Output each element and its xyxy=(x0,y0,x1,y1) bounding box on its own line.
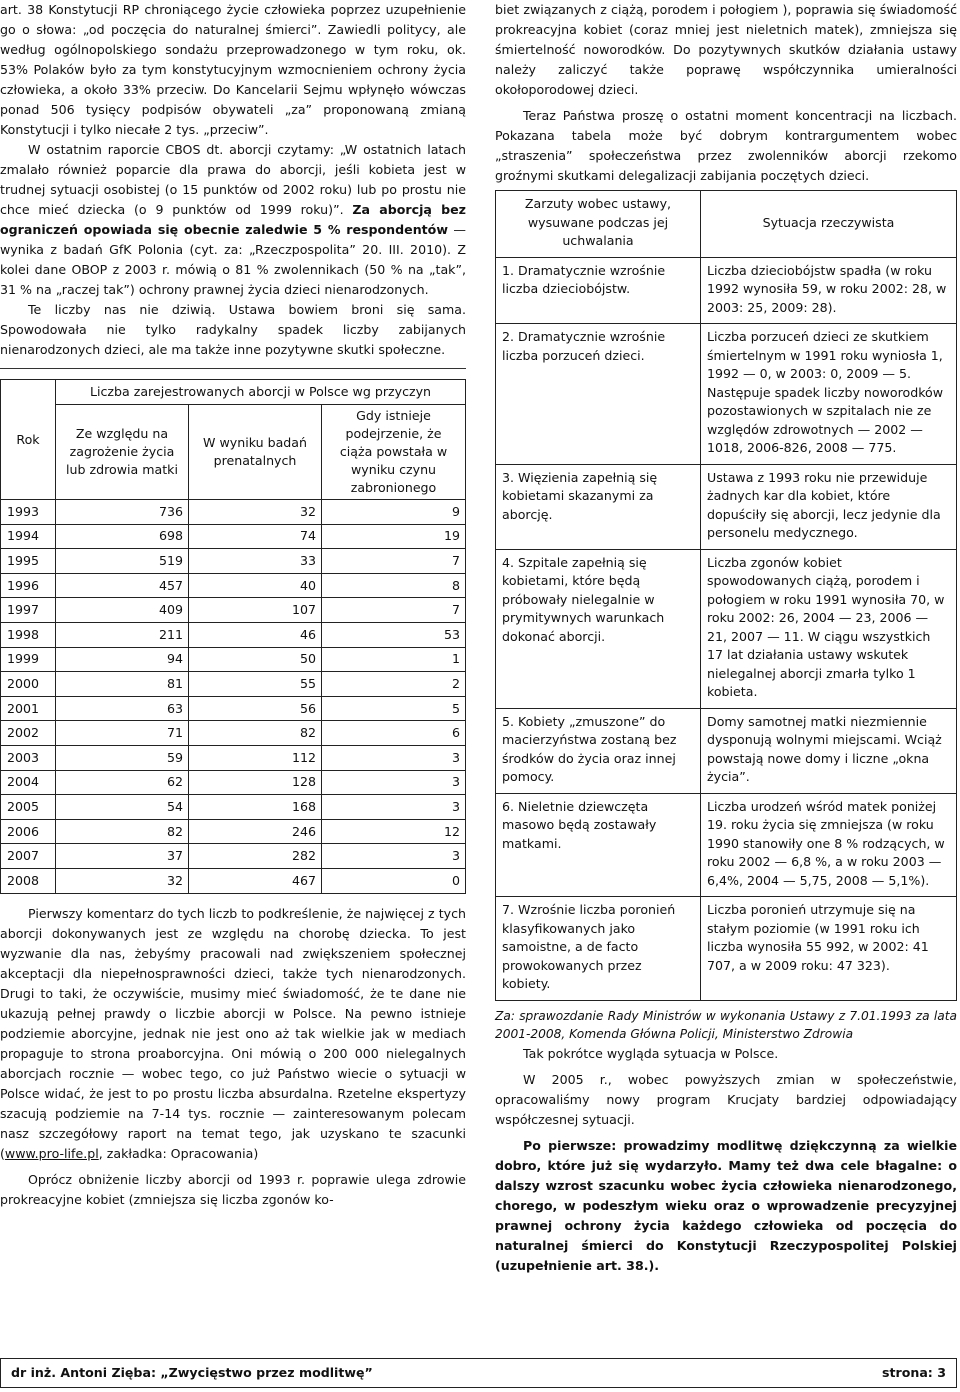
claim-cell: 2. Dramatycznie wzrośnie liczba porzuceń dzieci. xyxy=(496,324,701,465)
year-cell: 1994 xyxy=(1,524,56,549)
claim-cell: 1. Dramatycznie wzrośnie liczba dzieciobójstw. xyxy=(496,257,701,324)
health-count-cell: 81 xyxy=(56,672,189,697)
gfk-highlight: Za aborcją bez ograniczeń opowiada się obecnie zaledwie 5 % respondentów xyxy=(0,202,466,237)
reality-cell: Domy samotnej matki niezmiennie dysponują wolnymi miejscami. Wciąż powstają nowe domy i liczne „okna życia”. xyxy=(701,708,957,793)
left-paragraph-5: Oprócz obniżenie liczby aborcji od 1993 r. poprawie ulega zdrowie prokreacyjne kobiet (zmniejsza się liczba zgonów ko- xyxy=(0,1171,466,1207)
health-count-cell: 94 xyxy=(56,647,189,672)
crime-count-cell: 1 xyxy=(322,647,466,672)
crime-count-cell: 3 xyxy=(322,844,466,869)
health-count-cell: 409 xyxy=(56,598,189,623)
crime-count-cell: 3 xyxy=(322,795,466,820)
reality-cell: Liczba porzuceń dzieci ze skutkiem śmiertelnym w 1991 roku wyniosła 1, 1992 — 0, w 2003: 0, 2009 — 5. Następuje spadek liczby noworodków pozostawionych w szpitalach nie ze względów zdrowotnych — 2002 — 1018, 2006-826, 2008 — 775. xyxy=(701,324,957,465)
crime-count-cell: 0 xyxy=(322,868,466,893)
health-count-cell: 37 xyxy=(56,844,189,869)
year-cell: 1996 xyxy=(1,573,56,598)
table-row xyxy=(1,647,466,672)
page-number: strona: 3 xyxy=(881,1365,946,1380)
crime-count-cell: 9 xyxy=(322,500,466,525)
right-paragraph-4: W 2005 r., wobec powyższych zmian w społeczeństwie, opracowaliśmy nowy program Krucjaty bardziej odpowiadający współczesnej sytuacji. xyxy=(495,1071,957,1127)
table-row xyxy=(1,721,466,746)
crime-count-cell: 53 xyxy=(322,622,466,647)
left-paragraph-4 xyxy=(0,904,466,1164)
table-row xyxy=(1,868,466,893)
prenatal-count-cell: 55 xyxy=(189,672,322,697)
year-cell: 2003 xyxy=(1,745,56,770)
health-count-cell: 519 xyxy=(56,549,189,574)
left-paragraph-2 xyxy=(0,140,466,300)
health-count-cell: 82 xyxy=(56,819,189,844)
year-cell: 2001 xyxy=(1,696,56,721)
table-row xyxy=(496,708,957,793)
col-header-claims: Zarzuty wobec ustawy, wysuwane podczas jej uchwalania xyxy=(496,191,701,258)
comment-tail: , zakładka: Opracowania) xyxy=(98,1145,259,1161)
prenatal-count-cell: 246 xyxy=(189,819,322,844)
health-count-cell: 698 xyxy=(56,524,189,549)
prenatal-count-cell: 32 xyxy=(189,500,322,525)
table-row xyxy=(1,745,466,770)
year-cell: 2002 xyxy=(1,721,56,746)
prenatal-count-cell: 33 xyxy=(189,549,322,574)
divider xyxy=(0,368,466,369)
table-row xyxy=(496,324,957,465)
table-row xyxy=(1,696,466,721)
crime-count-cell: 19 xyxy=(322,524,466,549)
year-cell: 1999 xyxy=(1,647,56,672)
health-count-cell: 59 xyxy=(56,745,189,770)
col-header-health: Ze względu na zagrożenie życia lub zdrowia matki xyxy=(56,405,189,500)
prenatal-count-cell: 128 xyxy=(189,770,322,795)
crime-count-cell: 7 xyxy=(322,549,466,574)
reality-cell: Liczba poronień utrzymuje się na stałym poziomie (w 1991 roku ich liczba wynosiła 55 992, w 2002: 41 707, a w 2009 roku: 47 323). xyxy=(701,897,957,1001)
table-row xyxy=(1,770,466,795)
health-count-cell: 211 xyxy=(56,622,189,647)
gfk-source: — wynika z badań GfK Polonia (cyt. za: „Rzeczpospolita” 20. III. 2010). Z kolei dane OBOP z 2003 r. mówią o 81 % zwolennikach (50 % na „tak”, 31 % na „raczej tak”) ochrony prawnej życia dzieci nienarodzonych. xyxy=(0,222,466,297)
health-count-cell: 32 xyxy=(56,868,189,893)
year-cell: 2006 xyxy=(1,819,56,844)
table-row xyxy=(496,549,957,708)
crime-count-cell: 6 xyxy=(322,721,466,746)
comment-text: Pierwszy komentarz do tych liczb to podkreślenie, że najwięcej z tych aborcji dokonywanych jest ze względu na chorobę dziecka. To jest wyzwanie dla nas, żebyśmy pracowali nad zwiększeniem społecznej akceptacji dla niepełnosprawności dzieci, także tych nienarodzonych. Drugi to taki, że oczywiście, musimy mieć świadomość, że te dane nie ukazują pełnej prawdy o liczbie aborcji w Polsce. Na pewno istnieje podziemie aborcyjne, jednak nie jest ono aż tak wielkie jak w mediach propaguje to strona proaborcyjna. Oni mówią o 200 000 nielegalnych aborcjach rocznie — wobec tego, co już Państwo wiecie o sytuacji w Polsce widać, że jest to po prostu liczba absurdalna. Rzetelne ekspertyzy szacują podziemie na 7-14 tys. rocznie — zainteresowanym polecam nasz szczegółowy raport na temat tego, jak uzyskano te szacunki ( xyxy=(0,905,466,1161)
left-column xyxy=(0,0,466,1210)
table-row xyxy=(1,819,466,844)
crime-count-cell: 5 xyxy=(322,696,466,721)
col-header-reality: Sytuacja rzeczywista xyxy=(701,191,957,258)
crime-count-cell: 3 xyxy=(322,770,466,795)
year-cell: 2000 xyxy=(1,672,56,697)
right-paragraph-1: biet związanych z ciążą, porodem i połogiem ), poprawia się świadomość prokreacyjna kobiet (coraz mniej jest nieletnich matek), zmniejsza się śmiertelność noworodków. Do pozytywnych skutków działania ustawy należy zaliczyć także poprawę współczynnika umieralności okołoporodowej dzieci. xyxy=(495,2,957,97)
crime-count-cell: 12 xyxy=(322,819,466,844)
table-row xyxy=(496,257,957,324)
col-header-year: Rok xyxy=(1,380,56,500)
right-paragraph-3: Tak pokrótce wygląda sytuacja w Polsce. xyxy=(523,1045,779,1061)
health-count-cell: 457 xyxy=(56,573,189,598)
health-count-cell: 736 xyxy=(56,500,189,525)
left-paragraph-1: art. 38 Konstytucji RP chroniącego życie człowieka poprzez uzupełnienie go o słowa: „od poczęcia do naturalnej śmierci”. Zawiedli politycy, ale według ogólnopolskiego sondażu przeprowadzonego w tym roku, ok. 53% Polaków było za tym konstytucyjnym wzmocnieniem ochrony życia człowieka, a około 33% przeciw. Do Kancelarii Sejmu wpłynęło wówczas ponad 506 tysięcy podpisów obywateli „za” proponowaną zmianą Konstytucji i tylko niecałe 2 tys. „przeciw”. xyxy=(0,2,466,137)
health-count-cell: 54 xyxy=(56,795,189,820)
prenatal-count-cell: 282 xyxy=(189,844,322,869)
table-row xyxy=(1,795,466,820)
right-paragraph-2: Teraz Państwa proszę o ostatni moment koncentracji na liczbach. Pokazana tabela może być dobrym kontrargumentem wobec „straszenia” społeczeństwa przez zwolenników aborcji rzekomo groźnymi skutkami delegalizacji zabijania poczętych dzieci. xyxy=(495,108,957,183)
claim-cell: 7. Wzrośnie liczba poronień klasyfikowanych jako samoistne, a de facto prowokowanych przez kobiety. xyxy=(496,897,701,1001)
reality-cell: Liczba zgonów kobiet spowodowanych ciążą, porodem i połogiem w roku 1991 wynosiła 70, w roku 2002: 26, 2004 — 23, 2006 — 21, 2007 — 11. W ciągu wszystkich 17 lat działania ustawy wskutek nielegalnej aborcji zmarła tylko 1 kobieta. xyxy=(701,549,957,708)
crime-count-cell: 3 xyxy=(322,745,466,770)
left-paragraph-3: Te liczby nas nie dziwią. Ustawa bowiem broni się sama. Spowodowała nie tylko radykalny spadek liczby zabijanych nienarodzonych dzieci, ale ma także inne pozytywne skutki społeczne. xyxy=(0,302,466,357)
table-row xyxy=(1,672,466,697)
table-row xyxy=(1,622,466,647)
year-cell: 2005 xyxy=(1,795,56,820)
col-header-crime: Gdy istnieje podejrzenie, że ciąża powstała w wyniku czynu zabronionego xyxy=(322,405,466,500)
table-row xyxy=(1,844,466,869)
crime-count-cell: 8 xyxy=(322,573,466,598)
prenatal-count-cell: 467 xyxy=(189,868,322,893)
claim-cell: 3. Więzienia zapełnią się kobietami skazanymi za aborcję. xyxy=(496,464,701,549)
prenatal-count-cell: 107 xyxy=(189,598,322,623)
prenatal-count-cell: 74 xyxy=(189,524,322,549)
year-cell: 1997 xyxy=(1,598,56,623)
right-column xyxy=(495,0,957,1276)
footer-title: dr inż. Antoni Zięba: „Zwycięstwo przez modlitwę” xyxy=(11,1365,373,1380)
claim-cell: 4. Szpitale zapełnią się kobietami, które będą próbowały nielegalnie w prymitywnych warunkach dokonać aborcji. xyxy=(496,549,701,708)
year-cell: 1993 xyxy=(1,500,56,525)
claim-cell: 6. Nieletnie dziewczęta masowo będą zostawały matkami. xyxy=(496,793,701,897)
health-count-cell: 63 xyxy=(56,696,189,721)
health-count-cell: 71 xyxy=(56,721,189,746)
prenatal-count-cell: 168 xyxy=(189,795,322,820)
prenatal-count-cell: 56 xyxy=(189,696,322,721)
table-row xyxy=(1,549,466,574)
year-cell: 1995 xyxy=(1,549,56,574)
table-row xyxy=(496,897,957,1001)
crime-count-cell: 2 xyxy=(322,672,466,697)
table-row xyxy=(1,573,466,598)
col-header-prenatal: W wyniku badań prenatalnych xyxy=(189,405,322,500)
table-row xyxy=(496,793,957,897)
reality-cell: Liczba urodzeń wśród matek poniżej 19. roku życia się zmniejsza (w roku 1990 stanowiły one 8 % rodzących, w roku 2002 — 6,8 %, a w roku 2003 — 6,4%, 2004 — 5,75, 2008 — 5,1%). xyxy=(701,793,957,897)
crime-count-cell: 7 xyxy=(322,598,466,623)
table-row xyxy=(1,524,466,549)
right-paragraph-5: Po pierwsze: prowadzimy modlitwę dziękczynną za wielkie dobro, które już się wydarzyło. Mamy też dwa cele błagalne: o dalszy wzrost szacunku wobec życia człowieka nienarodzonego, chorego, w podeszłym wieku oraz o wprowadzenie precyzyjnej prawnej ochrony życia każdego człowieka od poczęcia do naturalnej śmierci do Konstytucji Rzeczypospolitej Polskiej (uzupełnienie art. 38.). xyxy=(495,1137,957,1273)
prenatal-count-cell: 82 xyxy=(189,721,322,746)
abortion-table xyxy=(0,379,466,894)
claim-cell: 5. Kobiety „zmuszone” do macierzyństwa zostaną bez środków do życia oraz innej pomocy. xyxy=(496,708,701,793)
reality-cell: Liczba dzieciobójstw spadła (w roku 1992 wynosiła 59, w roku 2002: 28, w 2003: 25, 2009: 28). xyxy=(701,257,957,324)
comparison-table xyxy=(495,190,957,1001)
table-row xyxy=(496,464,957,549)
year-cell: 2007 xyxy=(1,844,56,869)
cbos-quote: W ostatnim raporcie CBOS dt. aborcji czytamy: „W ostatnich latach zmalało również poparcie dla prawa do aborcji, jeśli kobieta jest w trudnej sytuacji osobistej (o 15 punktów od 2002 roku) lub po prostu nie chce mieć dziecka (o 9 punktów od 1999 roku)”. xyxy=(0,142,466,217)
year-cell: 2004 xyxy=(1,770,56,795)
prenatal-count-cell: 112 xyxy=(189,745,322,770)
table-source: Za: sprawozdanie Rady Ministrów w wykonania Ustawy z 7.01.1993 za lata 2001-2008, Komenda Główna Policji, Ministerstwo Zdrowia xyxy=(495,1008,957,1041)
table-row xyxy=(1,500,466,525)
prenatal-count-cell: 46 xyxy=(189,622,322,647)
abortion-table-caption: Liczba zarejestrowanych aborcji w Polsce wg przyczyn xyxy=(56,380,466,405)
reality-cell: Ustawa z 1993 roku nie przewiduje żadnych kar dla kobiet, które dopuściły się aborcji, lecz jedynie dla personelu medycznego. xyxy=(701,464,957,549)
pro-life-link[interactable]: www.pro-life.pl xyxy=(4,1145,99,1161)
year-cell: 2008 xyxy=(1,868,56,893)
year-cell: 1998 xyxy=(1,622,56,647)
prenatal-count-cell: 50 xyxy=(189,647,322,672)
page-footer xyxy=(0,1358,957,1388)
table-row xyxy=(1,598,466,623)
prenatal-count-cell: 40 xyxy=(189,573,322,598)
health-count-cell: 62 xyxy=(56,770,189,795)
